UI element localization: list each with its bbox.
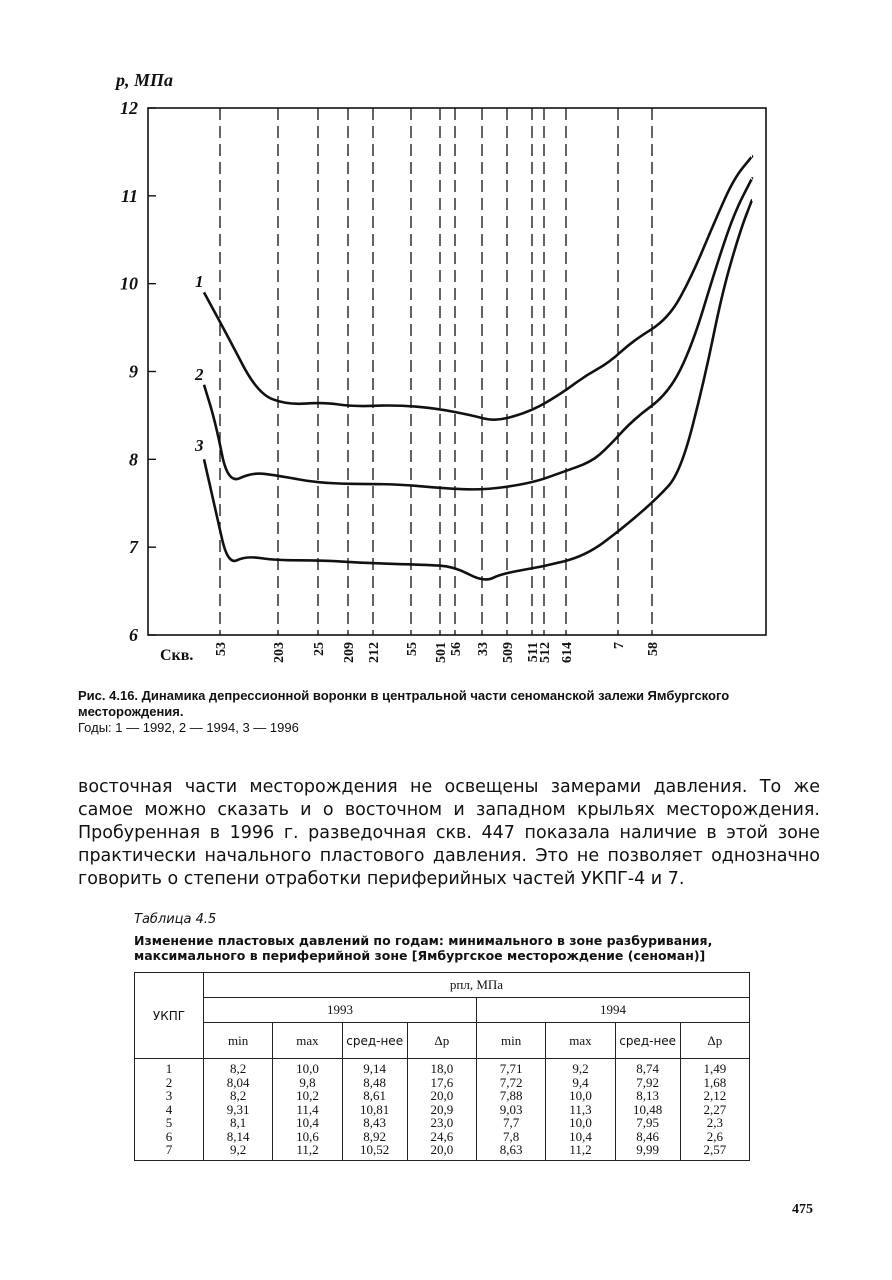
table-cell: 7,72 xyxy=(476,1076,545,1090)
header-avg-1993: сред-нее xyxy=(342,1023,407,1059)
well-label: 7 xyxy=(612,642,627,649)
table-cell: 20,9 xyxy=(407,1103,476,1117)
table-cell: 8,14 xyxy=(204,1130,273,1144)
table-cell: 18,0 xyxy=(407,1059,476,1076)
header-dp-1994: Δp xyxy=(680,1023,749,1059)
y-tick-label: 8 xyxy=(129,449,138,470)
table-cell: 9,14 xyxy=(342,1059,407,1076)
well-label: 614 xyxy=(560,642,575,663)
table-cell: 2,27 xyxy=(680,1103,749,1117)
table-cell: 9,2 xyxy=(204,1143,273,1160)
header-dp-1993: Δp xyxy=(407,1023,476,1059)
table-cell: 7,7 xyxy=(476,1116,545,1130)
table-cell: 10,81 xyxy=(342,1103,407,1117)
series-3-line xyxy=(204,200,752,579)
table-cell: 9,4 xyxy=(546,1076,615,1090)
table-cell: 9,99 xyxy=(615,1143,680,1160)
table-cell: 6 xyxy=(135,1130,204,1144)
series-2-line xyxy=(204,178,752,489)
table-cell: 9,2 xyxy=(546,1059,615,1076)
header-ukpg: УКПГ xyxy=(135,973,204,1059)
well-label: 511 xyxy=(526,642,541,663)
header-max-1994: max xyxy=(546,1023,615,1059)
table-cell: 11,3 xyxy=(546,1103,615,1117)
paragraph-text: восточная части месторождения не освещены замерами давления. То же самое можно сказать и о восточном и западном крыльях месторождения. Пробуренная в 1996 г. разведочная скв. 447 показала наличие в этой зоне практически начального пластового давления. Это не позволяет однозначно говорить о степени отработки периферийных частей УКПГ-4 и 7. xyxy=(78,777,820,889)
y-axis-label: p, МПа xyxy=(116,70,174,90)
table-cell: 8,46 xyxy=(615,1130,680,1144)
table-cell: 11,2 xyxy=(546,1143,615,1160)
table-row xyxy=(135,1103,750,1117)
header-year-1993: 1993 xyxy=(204,998,477,1023)
table-cell: 1,68 xyxy=(680,1076,749,1090)
table-cell: 8,13 xyxy=(615,1089,680,1103)
well-gridlines xyxy=(220,108,652,635)
well-labels xyxy=(214,642,661,663)
curve-label-3: 3 xyxy=(195,436,204,455)
y-tick-label: 9 xyxy=(129,361,138,382)
well-label: 33 xyxy=(476,642,491,656)
curve-label-1: 1 xyxy=(195,272,204,291)
page-number: 475 xyxy=(792,1202,813,1217)
table-cell: 1,49 xyxy=(680,1059,749,1076)
table-cell: 5 xyxy=(135,1116,204,1130)
table-label: Таблица 4.5 xyxy=(134,912,217,927)
table-cell: 2,12 xyxy=(680,1089,749,1103)
table-cell: 8,74 xyxy=(615,1059,680,1076)
table-cell: 11,4 xyxy=(273,1103,342,1117)
table-cell: 10,48 xyxy=(615,1103,680,1117)
y-tick-label: 11 xyxy=(120,185,138,206)
well-label: 501 xyxy=(434,642,449,663)
table-cell: 11,2 xyxy=(273,1143,342,1160)
table-row xyxy=(135,1143,750,1160)
pressure-curves xyxy=(204,156,752,579)
header-min-1994: min xyxy=(476,1023,545,1059)
table-row xyxy=(135,1076,750,1090)
table-cell: 10,0 xyxy=(546,1089,615,1103)
y-tick-label: 12 xyxy=(120,98,138,118)
header-max-1993: max xyxy=(273,1023,342,1059)
figure-caption xyxy=(78,688,818,736)
table-cell: 8,04 xyxy=(204,1076,273,1090)
plot-frame xyxy=(148,108,766,635)
figure-caption-title: Рис. 4.16. Динамика депрессионной воронки в центральной части сеноманской залежи Ямбургского месторождения. xyxy=(78,688,730,719)
well-label: 203 xyxy=(272,642,287,663)
table-cell: 2,57 xyxy=(680,1143,749,1160)
well-label: 209 xyxy=(342,642,357,663)
well-label: 25 xyxy=(312,642,327,656)
curve-label-2: 2 xyxy=(195,365,204,384)
table-cell: 10,6 xyxy=(273,1130,342,1144)
table-cell: 8,1 xyxy=(204,1116,273,1130)
well-label: 212 xyxy=(367,642,382,663)
body-paragraph xyxy=(78,776,820,891)
well-label: 509 xyxy=(501,642,516,663)
y-tick-label: 10 xyxy=(120,273,138,294)
table-cell: 10,0 xyxy=(546,1116,615,1130)
table-row xyxy=(135,1059,750,1076)
table-cell: 2 xyxy=(135,1076,204,1090)
header-avg-1994: сред-нее xyxy=(615,1023,680,1059)
header-min-1993: min xyxy=(204,1023,273,1059)
well-label: 56 xyxy=(449,642,464,656)
table-body xyxy=(135,1059,750,1161)
header-year-1994: 1994 xyxy=(476,998,749,1023)
figure-caption-years: Годы: 1 — 1992, 2 — 1994, 3 — 1996 xyxy=(78,720,299,735)
y-axis-ticks xyxy=(120,98,156,645)
y-tick-label: 6 xyxy=(129,625,138,645)
table-cell: 20,0 xyxy=(407,1143,476,1160)
table-cell: 8,63 xyxy=(476,1143,545,1160)
table-cell: 7,92 xyxy=(615,1076,680,1090)
table-cell: 7,8 xyxy=(476,1130,545,1144)
table-cell: 10,52 xyxy=(342,1143,407,1160)
table-cell: 8,92 xyxy=(342,1130,407,1144)
table-cell: 20,0 xyxy=(407,1089,476,1103)
well-label: 512 xyxy=(538,642,553,663)
table-cell: 10,4 xyxy=(546,1130,615,1144)
table-cell: 23,0 xyxy=(407,1116,476,1130)
y-tick-label: 7 xyxy=(129,537,138,558)
well-label: 53 xyxy=(214,642,229,656)
table-cell: 2,3 xyxy=(680,1116,749,1130)
table-cell: 7,71 xyxy=(476,1059,545,1076)
table-row xyxy=(135,1130,750,1144)
table-cell: 2,6 xyxy=(680,1130,749,1144)
table-cell: 10,2 xyxy=(273,1089,342,1103)
table-cell: 10,4 xyxy=(273,1116,342,1130)
table-cell: 9,03 xyxy=(476,1103,545,1117)
table-cell: 7 xyxy=(135,1143,204,1160)
table-cell: 7,95 xyxy=(615,1116,680,1130)
table-title: Изменение пластовых давлений по годам: минимального в зоне разбуривания, максимального в периферийной зоне [Ямбургское месторождение (сеноман)] xyxy=(134,933,713,963)
table-cell: 17,6 xyxy=(407,1076,476,1090)
table-cell: 7,88 xyxy=(476,1089,545,1103)
table-cell: 8,61 xyxy=(342,1089,407,1103)
table-cell: 1 xyxy=(135,1059,204,1076)
well-label: 55 xyxy=(405,642,420,656)
table-cell: 9,31 xyxy=(204,1103,273,1117)
pressure-table xyxy=(134,972,750,1161)
table-cell: 3 xyxy=(135,1089,204,1103)
table-cell: 8,48 xyxy=(342,1076,407,1090)
header-pressure: pпл, МПа xyxy=(204,973,750,998)
x-axis-label: Скв. xyxy=(160,647,194,664)
table-cell: 9,8 xyxy=(273,1076,342,1090)
table-cell: 24,6 xyxy=(407,1130,476,1144)
well-label: 58 xyxy=(646,642,661,656)
series-1-line xyxy=(204,156,752,419)
table-row xyxy=(135,1116,750,1130)
table-cell: 8,43 xyxy=(342,1116,407,1130)
table-cell: 8,2 xyxy=(204,1089,273,1103)
table-cell: 10,0 xyxy=(273,1059,342,1076)
table-cell: 8,2 xyxy=(204,1059,273,1076)
table-cell: 4 xyxy=(135,1103,204,1117)
table-row xyxy=(135,1089,750,1103)
